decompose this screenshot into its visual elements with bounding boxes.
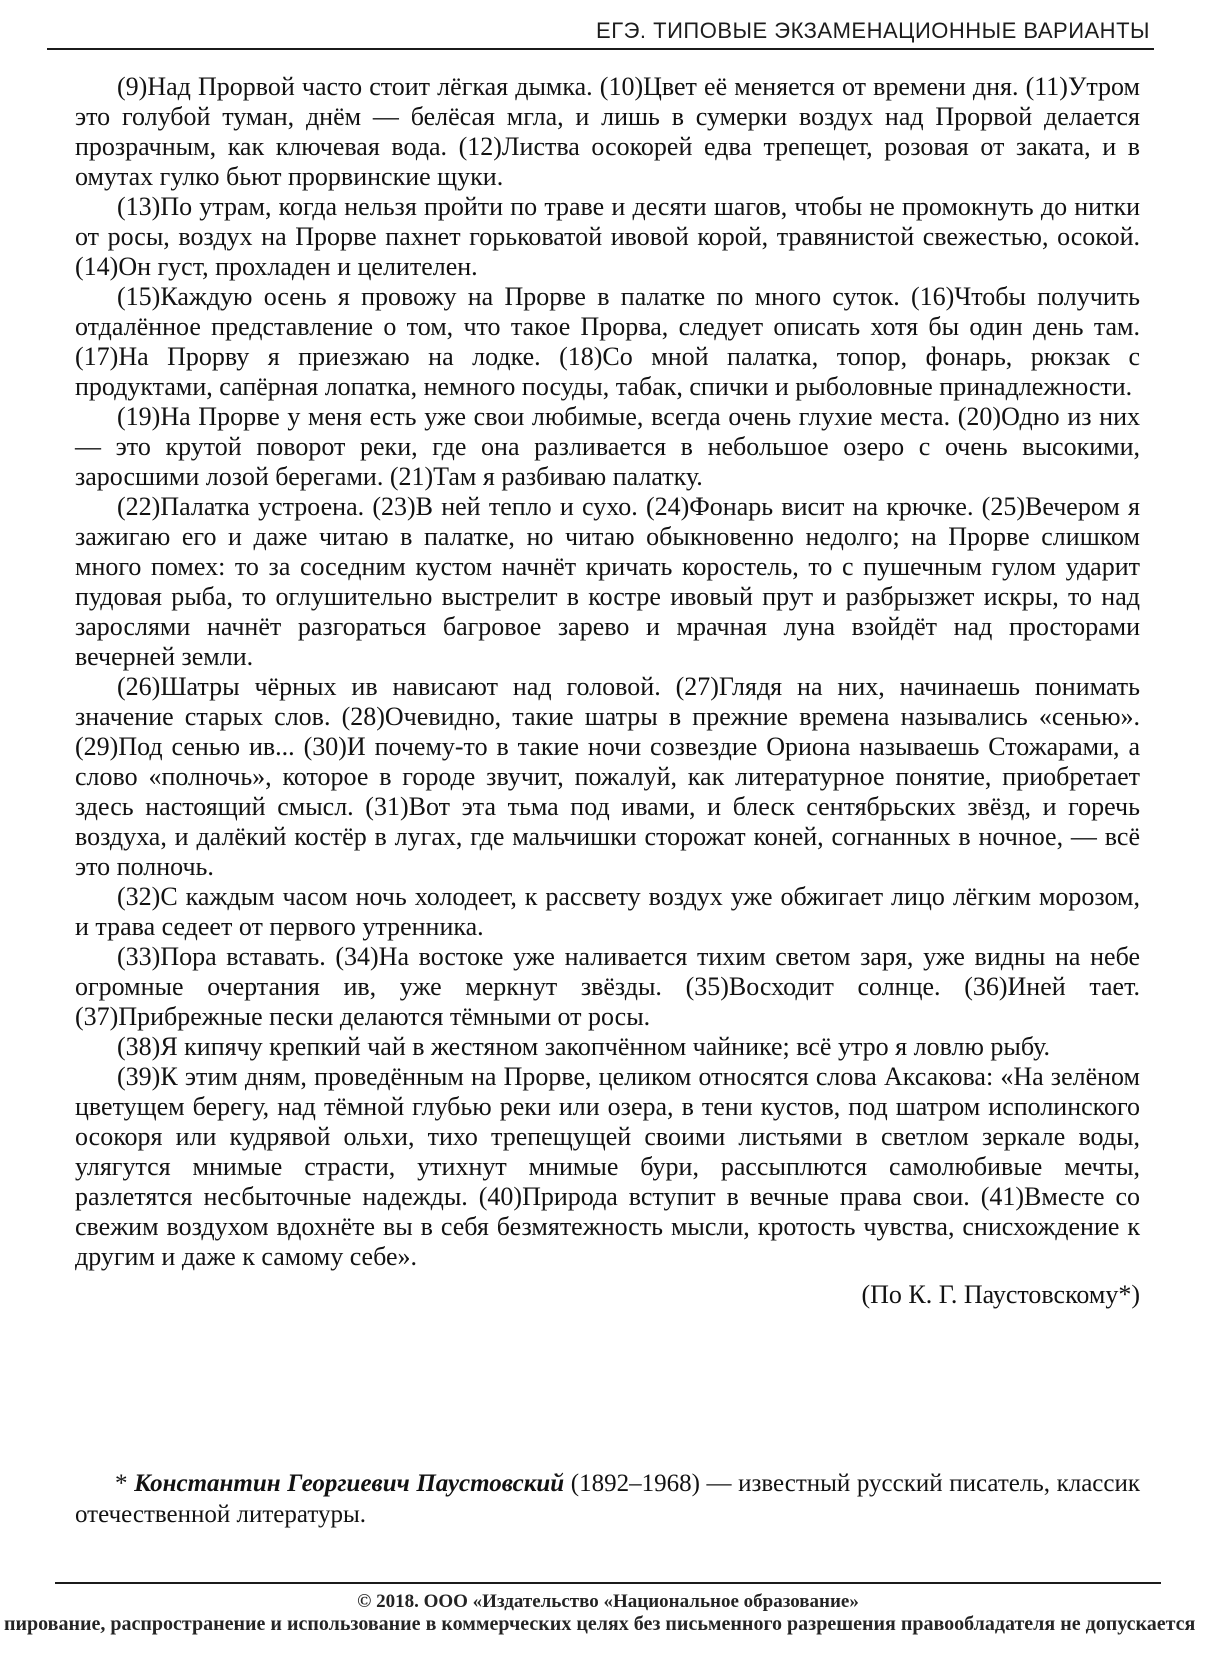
attribution: (По К. Г. Паустовскому*) bbox=[861, 1280, 1140, 1309]
page-header-title: ЕГЭ. ТИПОВЫЕ ЭКЗАМЕНАЦИОННЫЕ ВАРИАНТЫ bbox=[596, 18, 1150, 43]
copyright-line: © 2018. ООО «Издательство «Национальное образование» bbox=[357, 1591, 859, 1612]
passage-paragraph: (38)Я кипячу крепкий чай в жестяном закопчённом чайнике; всё утро я ловлю рыбу. bbox=[117, 1032, 1051, 1061]
passage-text bbox=[75, 72, 1140, 1310]
footer-rule bbox=[55, 1582, 1161, 1584]
footnote-rest: (1892–1968) — известный русский писатель, классик отечественной литературы. bbox=[75, 1470, 1141, 1528]
passage-paragraph: (15)Каждую осень я провожу на Прорве в палатке по много суток. (16)Чтобы получить отдалённое представление о том, что такое Прорва, следует описать хотя бы один день там. (17)На Прорву я приезжаю на лодке. (18)Со мной палатка, топор, фонарь, рюкзак с продуктами, сапёрная лопатка, немного посуды, табак, спички и рыболовные принадлежности. bbox=[75, 282, 1140, 401]
passage-paragraph: (32)С каждым часом ночь холодеет, к рассвету воздух уже обжигает лицо лёгким морозом, и трава седеет от первого утренника. bbox=[75, 882, 1140, 941]
passage-paragraph: (33)Пора вставать. (34)На востоке уже наливается тихим светом заря, уже видны на небе огромные очертания ив, уже меркнут звёзды. (35)Восходит солнце. (36)Иней тает. (37)Прибрежные пески делаются тёмными от росы. bbox=[75, 942, 1140, 1031]
passage-paragraph: (19)На Прорве у меня есть уже свои любимые, всегда очень глухие места. (20)Одно из них — это крутой поворот реки, где она разливается в небольшое озеро с очень высокими, заросшими лозой берегами. (21)Там я разбиваю палатку. bbox=[75, 402, 1140, 491]
passage-paragraph: (9)Над Прорвой часто стоит лёгкая дымка. (10)Цвет её меняется от времени дня. (11)Утром это голубой туман, днём — белёсая мгла, и лишь в сумерки воздух над Прорвой делается прозрачным, как ключевая вода. (12)Листва осокорей едва трепещет, розовая от заката, и в омутах гулко бьют прорвинские щуки. bbox=[75, 72, 1140, 191]
passage-paragraph: (13)По утрам, когда нельзя пройти по траве и десяти шагов, чтобы не промокнуть до нитки от росы, воздух на Прорве пахнет горьковатой ивовой корой, травянистой свежестью, осокой. (14)Он густ, прохладен и целителен. bbox=[75, 192, 1140, 281]
footnote-marker: * bbox=[115, 1470, 135, 1497]
restriction-line: пирование, распространение и использование в коммерческих целях без письменного разрешения правообладателя не допускается bbox=[4, 1613, 1196, 1635]
passage-paragraph: (26)Шатры чёрных ив нависают над головой. (27)Глядя на них, начинаешь понимать значение старых слов. (28)Очевидно, такие шатры в прежние времена назывались «сенью». (29)Под сенью ив... (30)И почему-то в такие ночи созвездие Ориона называешь Стожарами, а слово «полночь», которое в городе звучит, пожалуй, как литературное понятие, приобретает здесь настоящий смысл. (31)Вот эта тьма под ивами, и блеск сентябрьских звёзд, и горечь воздуха, и далёкий костёр в лугах, где мальчишки сторожат коней, согнанных в ночное, — всё это полночь. bbox=[75, 672, 1140, 881]
header-rule bbox=[47, 48, 1154, 50]
footnote-author-name: Константин Георгиевич Паустовский bbox=[134, 1470, 565, 1497]
passage-paragraph: (22)Палатка устроена. (23)В ней тепло и сухо. (24)Фонарь висит на крючке. (25)Вечером я зажигаю его и даже читаю в палатке, но читаю обыкновенно недолго; на Прорве слишком много помех: то за соседним кустом начнёт кричать коростель, то с пушечным гулом ударит пудовая рыба, то оглушительно выстрелит в костре ивовый прут и разбрызжет искры, то над зарослями начнёт разгораться багровое зарево и мрачная луна взойдёт над просторами вечерней земли. bbox=[75, 492, 1140, 671]
footnote bbox=[75, 1468, 1140, 1530]
passage-paragraph: (39)К этим дням, проведённым на Прорве, целиком относятся слова Аксакова: «На зелёном цветущем берегу, над тёмной глубью реки или озера, в тени кустов, под шатром исполинского осокоря или кудрявой ольхи, тихо трепещущей своими листьями в светлом зеркале воды, улягутся мнимые страсти, утихнут мнимые бури, рассыплются самолюбивые мечты, разлетятся несбыточные надежды. (40)Природа вступит в вечные права свои. (41)Вместе со свежим воздухом вдохнёте вы в себя безмятежность мысли, кротость чувства, снисхождение к другим и даже к самому себе». bbox=[75, 1062, 1140, 1271]
